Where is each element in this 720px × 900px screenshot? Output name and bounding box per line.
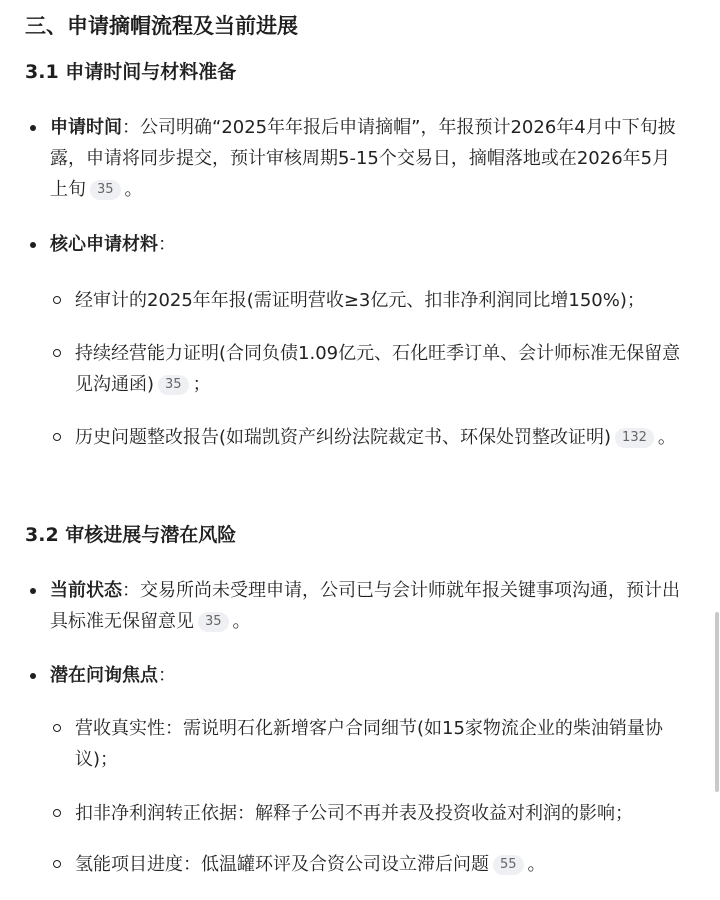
item-separator: ： xyxy=(122,580,140,601)
sub-bullet-circle xyxy=(53,349,61,357)
sub-list-item xyxy=(0,285,714,316)
sub-item-text: 扣非净利润转正依据：解释子公司不再并表及投资收益对利润的影响； xyxy=(75,803,633,824)
bullet-dot xyxy=(30,242,36,248)
item-text: 交易所尚未受理申请，公司已与会计师就年报关键事项沟通，预计出具标准无保留意见 xyxy=(50,580,680,632)
subsection-title-3-1: 3.1 申请时间与材料准备 xyxy=(25,61,237,83)
citation-badge[interactable]: 35 xyxy=(158,375,189,395)
sub-item-text: 持续经营能力证明(合同负债1.09亿元、石化旺季订单、会计师标准无保留意见沟通函) xyxy=(75,343,681,395)
item-label: 当前状态 xyxy=(50,580,122,601)
sub-bullet-circle xyxy=(53,724,61,732)
section-title: 三、申请摘帽流程及当前进展 xyxy=(25,14,298,38)
sub-bullet-circle xyxy=(53,809,61,817)
sub-list-item xyxy=(0,849,714,880)
sub-item-end: 。 xyxy=(527,854,546,875)
scrollbar-thumb[interactable] xyxy=(715,612,719,792)
item-end: 。 xyxy=(232,611,251,632)
citation-badge[interactable]: 55 xyxy=(493,855,524,875)
sub-item-text: 经审计的2025年年报(需证明营收≥3亿元、扣非净利润同比增150%)； xyxy=(75,290,645,311)
sub-item-text: 营收真实性：需说明石化新增客户合同细节(如15家物流企业的柴油销量协议)； xyxy=(75,718,663,770)
sub-list-item xyxy=(0,422,714,453)
sub-list-item xyxy=(0,338,714,400)
list-item-core-materials xyxy=(0,229,714,260)
list-item-application-time xyxy=(0,112,714,205)
sub-list-item xyxy=(0,798,714,829)
list-item-inquiry-focus xyxy=(0,660,714,691)
sub-item-end: 。 xyxy=(657,427,676,448)
citation-badge[interactable]: 132 xyxy=(615,428,654,448)
item-separator: ： xyxy=(122,117,140,138)
bullet-dot xyxy=(30,673,36,679)
scrollbar[interactable] xyxy=(714,0,720,900)
item-label: 潜在问询焦点 xyxy=(50,665,158,686)
bullet-dot xyxy=(30,588,36,594)
bullet-dot xyxy=(30,125,36,131)
item-text: 公司明确“2025年年报后申请摘帽”，年报预计2026年4月中下旬披露，申请将同步提交，预计审核周期5-15个交易日，摘帽落地或在2026年5月上旬 xyxy=(50,117,676,200)
sub-bullet-circle xyxy=(53,433,61,441)
sub-item-text: 氢能项目进度：低温罐环评及合资公司设立滞后问题 xyxy=(75,854,489,875)
list-item-current-status xyxy=(0,575,714,637)
sub-bullet-circle xyxy=(53,860,61,868)
sub-item-end: ； xyxy=(192,374,211,395)
item-separator: ： xyxy=(158,234,176,255)
citation-badge[interactable]: 35 xyxy=(198,612,229,632)
sub-list-item xyxy=(0,713,714,775)
subsection-title-3-2: 3.2 审核进展与潜在风险 xyxy=(25,524,237,546)
sub-bullet-circle xyxy=(53,296,61,304)
item-label: 核心申请材料 xyxy=(50,234,158,255)
item-end: 。 xyxy=(124,179,143,200)
sub-item-text: 历史问题整改报告(如瑞凯资产纠纷法院裁定书、环保处罚整改证明) xyxy=(75,427,612,448)
citation-badge[interactable]: 35 xyxy=(90,180,121,200)
item-label: 申请时间 xyxy=(50,117,122,138)
item-separator: ： xyxy=(158,665,176,686)
